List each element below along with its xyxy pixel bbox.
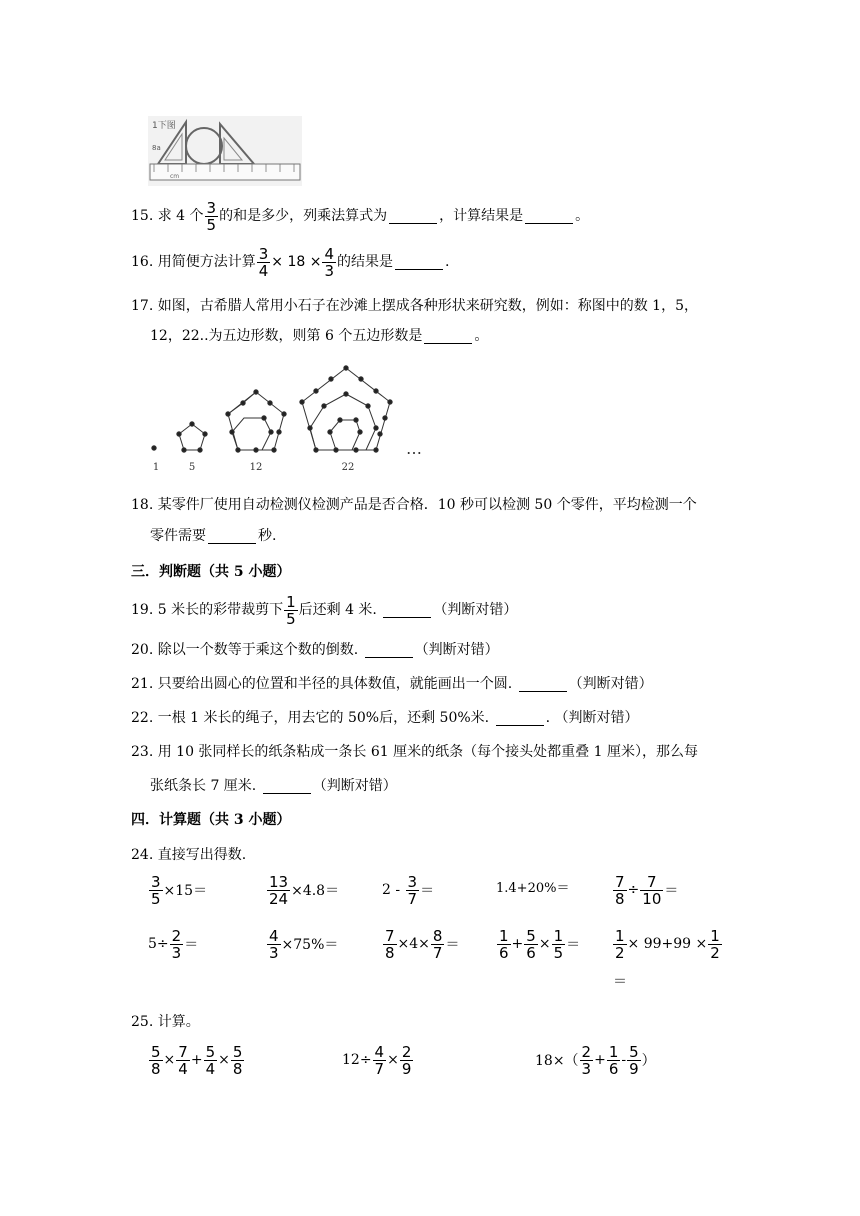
fraction: $\frac{4}{3}$: [324, 244, 334, 280]
question-19: 19. 5 米长的彩带裁剪下 $\frac{1}{5}$ 后还剩 4 米. （判断对错）: [131, 592, 518, 628]
pentagon-label-5: 5: [188, 462, 196, 473]
ellipsis: …: [406, 439, 422, 458]
ruler-triangles-figure: [148, 116, 302, 186]
figure-header-text: 1下图: [152, 121, 176, 131]
expr-25-3: 18×（ $\frac{2}{3}$ + $\frac{1}{6}$ - $\frac{5}{9}$ ）: [535, 1042, 656, 1078]
answer-blank[interactable]: [263, 779, 311, 794]
pentagon-label-12: 12: [249, 462, 263, 473]
answer-blank[interactable]: [389, 209, 437, 224]
pentagon-label-22: 22: [341, 462, 355, 473]
figure-unit-text: cm: [170, 173, 180, 180]
expr-24-1: $\frac{3}{5}$ ×15＝: [151, 872, 208, 908]
question-23-line-2: 张纸条长 7 厘米. （判断对错）: [150, 778, 397, 794]
expr-24-2: $\frac{13}{24}$ ×4.8＝: [269, 872, 340, 908]
fraction: $\frac{3}{5}$: [206, 198, 217, 234]
answer-blank[interactable]: [519, 677, 567, 692]
figure-side-label: 8a: [152, 144, 161, 152]
answer-blank[interactable]: [424, 329, 472, 344]
expr-24-3: 2 - $\frac{3}{7}$ ＝: [382, 872, 435, 908]
expr-24-4: 1.4+20%＝: [496, 880, 570, 896]
question-20: 20. 除以一个数等于乘这个数的倒数. （判断对错）: [131, 642, 499, 658]
question-18-line-1: 18. 某零件厂使用自动检测仪检测产品是否合格．10 秒可以检测 50 个零件，平均检测一个: [131, 497, 697, 513]
answer-blank[interactable]: [208, 529, 256, 544]
question-16: 16. 用简便方法计算 $\frac{3}{4}$ × 18 × $\frac{4}{3}$ 的结果是 .: [131, 244, 450, 280]
pentagonal-numbers-figure: [140, 362, 440, 477]
answer-blank[interactable]: [395, 255, 443, 270]
expr-24-8: $\frac{7}{8}$ ×4× $\frac{8}{7}$ ＝: [385, 926, 460, 962]
question-22: 22. 一根 1 米长的绳子，用去它的 50%后，还剩 50%米. . （判断对错）: [131, 710, 639, 726]
expr-25-2: 12÷ $\frac{4}{7}$ × $\frac{2}{9}$: [342, 1042, 412, 1078]
fraction: $\frac{3}{4}$: [258, 244, 269, 280]
answer-blank[interactable]: [496, 711, 544, 726]
question-18-line-2: 零件需要 秒.: [150, 528, 277, 544]
expr-24-10-equals: ＝: [613, 974, 627, 990]
expr-24-9: $\frac{1}{6}$ + $\frac{5}{6}$ × $\frac{1}{5}$ ＝: [499, 926, 581, 962]
answer-blank[interactable]: [365, 643, 413, 658]
fraction: $\frac{1}{5}$: [286, 592, 296, 628]
expr-24-7: $\frac{4}{3}$ ×75%＝: [269, 926, 339, 962]
pentagon-label-1: 1: [152, 462, 160, 473]
expr-24-10: $\frac{1}{2}$ × 99+99 × $\frac{1}{2}$: [615, 926, 720, 962]
answer-blank[interactable]: [525, 209, 573, 224]
question-21: 21. 只要给出圆心的位置和半径的具体数值，就能画出一个圆. （判断对错）: [131, 676, 653, 692]
section-4-title: 四．计算题（共 3 小题）: [131, 812, 291, 828]
question-17-line-2: 12，22..为五边形数，则第 6 个五边形数是 。: [150, 328, 489, 344]
section-3-title: 三．判断题（共 5 小题）: [131, 564, 291, 580]
expr-24-5: $\frac{7}{8}$ ÷ $\frac{7}{10}$ ＝: [615, 872, 679, 908]
expr-24-6: 5÷ $\frac{2}{3}$ ＝: [148, 926, 199, 962]
question-17-line-1: 17. 如图，古希腊人常用小石子在沙滩上摆成各种形状来研究数，例如：称图中的数 1，5，: [131, 298, 698, 314]
question-23-line-1: 23. 用 10 张同样长的纸条粘成一条长 61 厘米的纸条（每个接头处都重叠 1 厘米），那么每: [131, 744, 698, 760]
question-24: 24. 直接写出得数.: [131, 847, 247, 863]
answer-blank[interactable]: [383, 603, 431, 618]
question-25: 25. 计算。: [131, 1014, 200, 1030]
expr-25-1: $\frac{5}{8}$ × $\frac{7}{4}$ + $\frac{5}{4}$ × $\frac{5}{8}$: [151, 1042, 243, 1078]
question-15: 15. 求 4 个 $\frac{3}{5}$ 的和是多少，列乘法算式为 ，计算结果是 。: [131, 198, 590, 234]
